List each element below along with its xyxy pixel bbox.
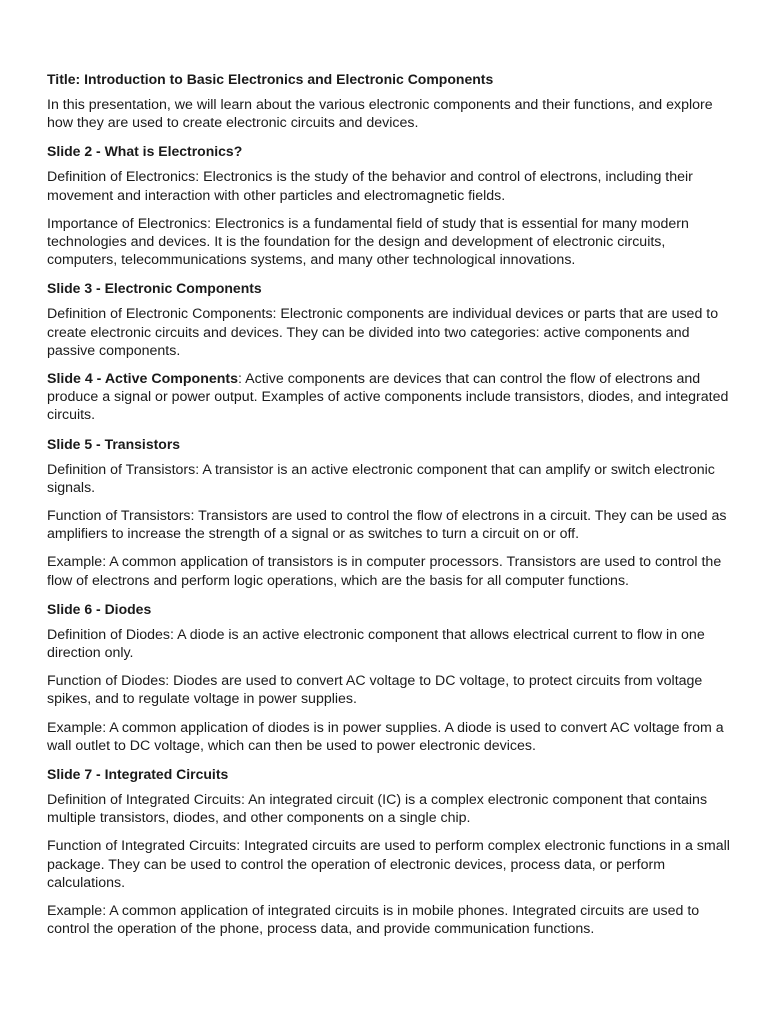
slide-4-heading: Slide 4 - Active Components <box>47 371 239 388</box>
diodes-definition: Definition of Diodes: A diode is an active electronic component that allows electrical current to flow in one direction only. <box>47 626 705 662</box>
document-title: Title: Introduction to Basic Electronics and Electronic Components <box>47 71 494 87</box>
electronics-definition: Definition of Electronics: Electronics is the study of the behavior and control of electrons, including their movement and interaction with other particles and electromagnetic fields. <box>47 169 693 204</box>
active-components-text: : Active components are devices that can control the flow of electrons and produce a signal or power output. Examples of active components include transistors, diodes, and integrated circuits. <box>47 371 729 424</box>
components-definition: Definition of Electronic Components: Electronic components are individual devices or parts that are used to create electronic circuits and devices. They can be divided into two categories: active components and passive components. <box>47 306 719 359</box>
document-page <box>47 70 737 949</box>
transistors-definition: Definition of Transistors: A transistor is an active electronic component that can amplify or switch electronic signals. <box>47 461 715 496</box>
diodes-example: Example: A common application of diodes is in power supplies. A diode is used to convert AC voltage from a wall outlet to DC voltage, which can then be used to power electronic devices. <box>47 719 724 754</box>
ic-definition: Definition of Integrated Circuits: An integrated circuit (IC) is a complex electronic component that contains multiple transistors, diodes, and other components on a single chip. <box>47 792 708 827</box>
slide-4-paragraph <box>47 370 737 425</box>
slide-5-heading: Slide 5 - Transistors <box>47 435 181 452</box>
intro-paragraph: In this presentation, we will learn about the various electronic components and their functions, and explore how they are used to create electronic circuits and devices. <box>47 97 713 132</box>
diodes-function: Function of Diodes: Diodes are used to convert AC voltage to DC voltage, to protect circuits from voltage spikes, and to regulate voltage in power supplies. <box>47 673 703 708</box>
ic-function: Function of Integrated Circuits: Integrated circuits are used to perform complex electronic functions in a small package. They can be used to control the operation of electronic devices, process data, or perform calculations. <box>47 838 730 891</box>
transistors-example: Example: A common application of transistors is in computer processors. Transistors are used to control the flow of electrons and perform logic operations, which are the basis for all computer functions. <box>47 554 722 589</box>
ic-example: Example: A common application of integrated circuits is in mobile phones. Integrated circuits are used to control the operation of the phone, process data, and provide communication functions. <box>47 903 700 938</box>
slide-7-heading: Slide 7 - Integrated Circuits <box>47 766 229 783</box>
slide-3-heading: Slide 3 - Electronic Components <box>47 280 262 297</box>
slide-6-heading: Slide 6 - Diodes <box>47 600 152 617</box>
electronics-importance: Importance of Electronics: Electronics is a fundamental field of study that is essential for many modern technologies and devices. It is the foundation for the design and development of electronic circuits, computers, telecommunications systems, and many other technological innovations. <box>47 215 689 269</box>
transistors-function: Function of Transistors: Transistors are used to control the flow of electrons in a circuit. They can be used as amplifiers to increase the strength of a signal or as switches to turn a circuit on or off. <box>47 508 727 543</box>
slide-2-heading: Slide 2 - What is Electronics? <box>47 143 243 160</box>
